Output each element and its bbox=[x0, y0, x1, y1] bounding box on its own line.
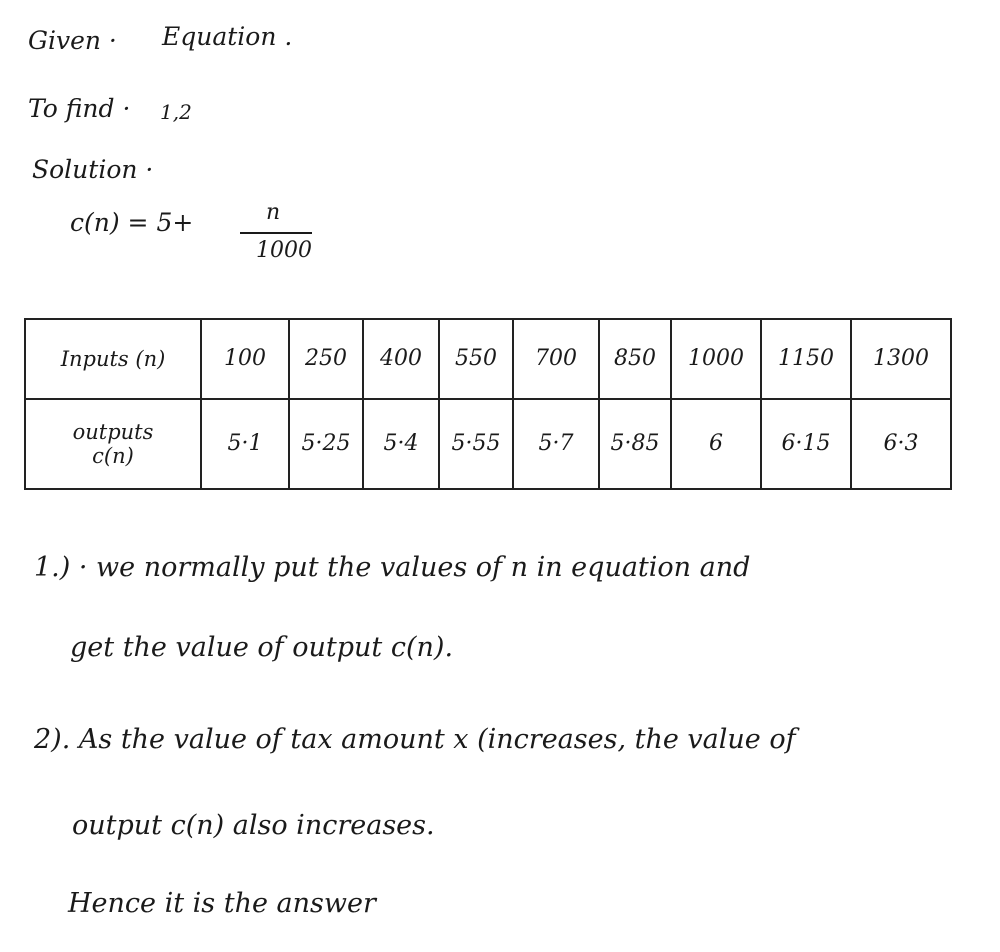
input-cell: 700 bbox=[514, 320, 600, 398]
solution-label: Solution · bbox=[32, 155, 154, 184]
outputs-header-line1: outputs bbox=[72, 419, 154, 444]
input-cell: 400 bbox=[364, 320, 440, 398]
fraction-bar bbox=[240, 232, 312, 234]
output-cell: 6 bbox=[672, 400, 762, 488]
input-cell: 1150 bbox=[762, 320, 852, 398]
output-cell: 5·7 bbox=[514, 400, 600, 488]
conclusion: Hence it is the answer bbox=[68, 888, 376, 919]
input-cell: 1000 bbox=[672, 320, 762, 398]
inputs-row bbox=[26, 320, 950, 400]
equation-numerator: n bbox=[266, 200, 281, 225]
equation-denominator: 1000 bbox=[256, 238, 312, 263]
to-find-label: To find · bbox=[28, 94, 131, 123]
answer-1-line-1: 1.) · we normally put the values of n in equation and bbox=[34, 552, 751, 583]
equation-lhs: c(n) = 5+ bbox=[70, 208, 194, 237]
values-table bbox=[24, 318, 952, 490]
input-cell: 1300 bbox=[873, 346, 929, 372]
output-cell: 5·1 bbox=[202, 400, 290, 488]
to-find-value: 1,2 bbox=[160, 100, 192, 124]
output-cell: 5·85 bbox=[600, 400, 672, 488]
input-cell: 100 bbox=[202, 320, 290, 398]
outputs-header bbox=[26, 400, 202, 488]
output-cell: 5·55 bbox=[440, 400, 514, 488]
input-cell: 850 bbox=[600, 320, 672, 398]
output-cell: 5·25 bbox=[290, 400, 364, 488]
input-cell: 550 bbox=[440, 320, 514, 398]
answer-1-line-2: get the value of output c(n). bbox=[70, 632, 454, 663]
answer-2-line-2: output c(n) also increases. bbox=[72, 810, 435, 841]
outputs-row bbox=[26, 400, 950, 488]
given-value: Equation . bbox=[162, 22, 293, 51]
given-label: Given · bbox=[28, 26, 117, 55]
output-cell: 6·15 bbox=[762, 400, 852, 488]
inputs-header: Inputs (n) bbox=[26, 320, 202, 398]
answer-2-line-1: 2). As the value of tax amount x (increases, the value of bbox=[34, 724, 796, 755]
output-cell: 6·3 bbox=[883, 431, 919, 457]
output-cell: 5·4 bbox=[364, 400, 440, 488]
outputs-header-line2: c(n) bbox=[92, 444, 134, 468]
input-cell: 250 bbox=[290, 320, 364, 398]
